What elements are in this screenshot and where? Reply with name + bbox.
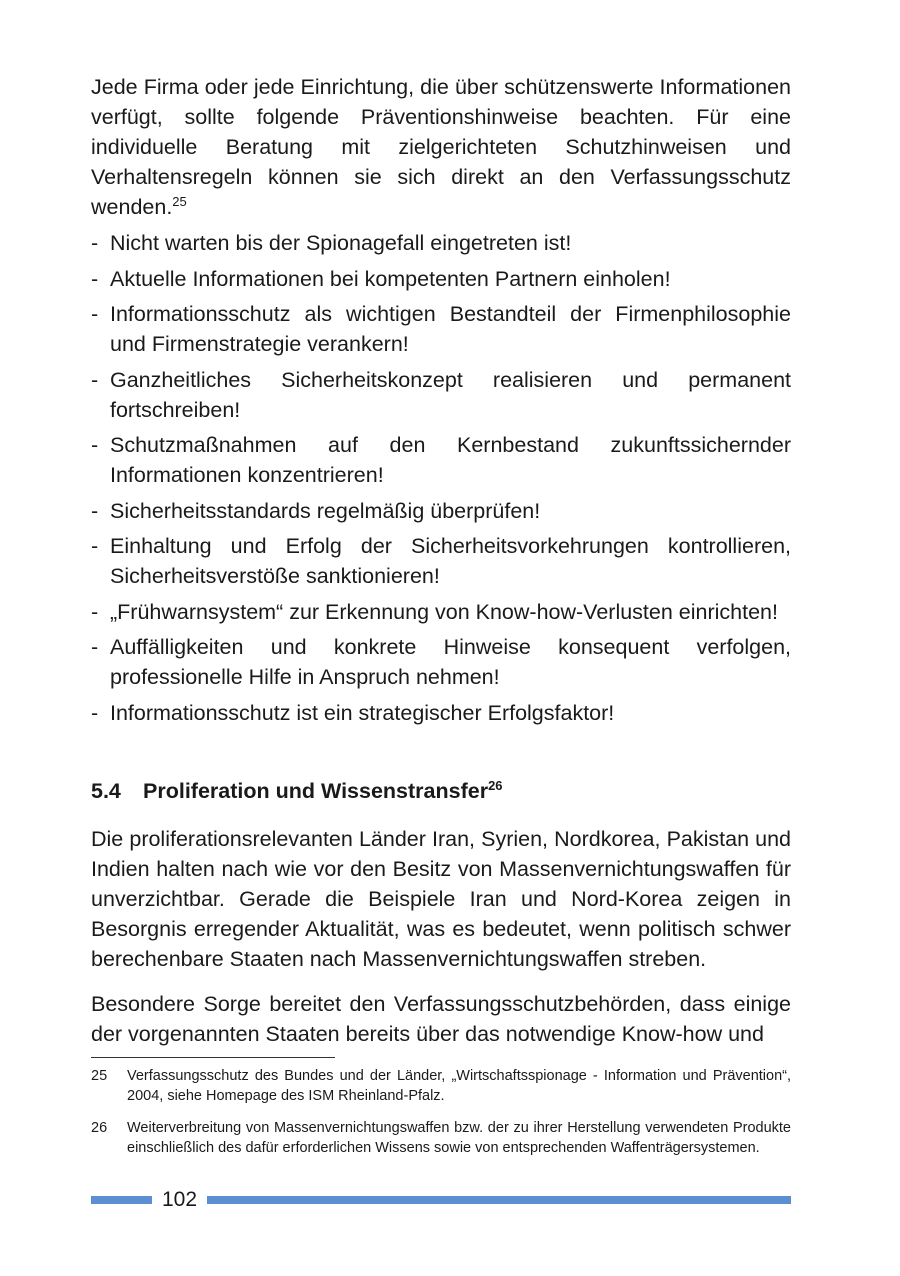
- list-item: [91, 632, 791, 692]
- list-item-text: Informationsschutz als wichtigen Bestandteil der Firmenphilosophie und Firmenstrategie verankern!: [110, 302, 791, 356]
- dash: -: [91, 700, 99, 725]
- footer-bar-right: [207, 1196, 791, 1204]
- footnote-ref-26[interactable]: 26: [488, 777, 503, 793]
- footnote-text: Verfassungsschutz des Bundes und der Länder, „Wirtschaftsspionage - Information und Prävention“, 2004, siehe Homepage des ISM Rheinland-Pfalz.: [127, 1068, 791, 1104]
- list-item: [91, 531, 791, 591]
- list-item: [91, 264, 791, 294]
- list-item: [91, 365, 791, 425]
- list-item: [91, 228, 791, 258]
- list-item-text: Auffälligkeiten und konkrete Hinweise konsequent verfolgen, professionelle Hilfe in Anspruch nehmen!: [110, 635, 791, 689]
- footnote-ref-25[interactable]: 25: [172, 193, 187, 209]
- footnote-text: Weiterverbreitung von Massenvernichtungswaffen bzw. der zu ihrer Herstellung verwendeten Produkte einschließlich des dafür erforderlichen Wissens sowie von entsprechenden Waffenträgersystemen.: [127, 1120, 791, 1156]
- list-item-text: Informationsschutz ist ein strategischer Erfolgsfaktor!: [110, 700, 615, 725]
- dash: -: [91, 635, 99, 659]
- list-item-text: Sicherheitsstandards regelmäßig überprüfen!: [110, 498, 541, 523]
- dash: -: [91, 534, 99, 558]
- body-paragraph: Besondere Sorge bereitet den Verfassungsschutzbehörden, dass einige der vorgenannten Staaten bereits über das notwendige Know-how und: [91, 991, 791, 1046]
- prevention-list: [91, 228, 791, 728]
- list-item-text: „Frühwarnsystem“ zur Erkennung von Know-how-Verlusten einrichten!: [110, 599, 778, 624]
- dash: -: [91, 302, 99, 326]
- section-title-wrap: [143, 776, 503, 806]
- page-number: 102: [161, 1188, 198, 1211]
- list-item-text: Schutzmaßnahmen auf den Kernbestand zukunftssichernder Informationen konzentrieren!: [110, 433, 791, 487]
- section-number: 5.4: [91, 778, 121, 803]
- dash: -: [91, 231, 99, 255]
- list-item: [91, 430, 791, 490]
- page-body: [91, 72, 791, 1064]
- footnote-divider: [91, 1057, 335, 1058]
- dash: -: [91, 599, 99, 624]
- dash: -: [91, 498, 99, 523]
- list-item: [91, 496, 791, 526]
- list-item-text: Aktuelle Informationen bei kompetenten Partnern einholen!: [110, 266, 671, 291]
- dash: -: [91, 367, 99, 392]
- footnotes: [91, 1066, 791, 1170]
- footnote-number: 26: [91, 1120, 108, 1136]
- section-title: Proliferation und Wissenstransfer: [143, 778, 489, 803]
- footer-bar-left: [91, 1196, 152, 1204]
- footnote: [91, 1118, 791, 1158]
- intro-paragraph: [91, 72, 791, 222]
- list-item-text: Ganzheitliches Sicherheitskonzept realisieren und permanent fortschreiben!: [110, 367, 791, 422]
- list-item-text: Einhaltung und Erfolg der Sicherheitsvorkehrungen kontrollieren, Sicherheitsverstöße sanktionieren!: [110, 534, 791, 588]
- list-item-text: Nicht warten bis der Spionagefall eingetreten ist!: [110, 231, 572, 255]
- footnote: [91, 1066, 791, 1106]
- list-item: [91, 299, 791, 359]
- dash: -: [91, 433, 99, 457]
- list-item: [91, 597, 791, 627]
- section-heading: [91, 776, 791, 806]
- intro-text: Jede Firma oder jede Einrichtung, die über schützenswerte Informationen verfügt, sollte folgende Präventionshinweise beachten. Für eine individuelle Beratung mit zielgerichteten Schutzhinweisen und Verhaltensregeln können sie sich direkt an den Verfassungsschutz wenden.: [91, 75, 791, 219]
- dash: -: [91, 266, 99, 291]
- footnote-number: 25: [91, 1068, 108, 1084]
- body-paragraph: Die proliferationsrelevanten Länder Iran, Syrien, Nordkorea, Pakistan und Indien halten nach wie vor den Besitz von Massenvernichtungswaffen für unverzichtbar. Gerade die Beispiele Iran und Nord-Korea zeigen in Besorgnis erregender Aktualität, was es bedeutet, wenn politisch schwer berechenbare Staaten nach Massenvernichtungswaffen streben.: [91, 826, 791, 971]
- list-item: [91, 698, 791, 728]
